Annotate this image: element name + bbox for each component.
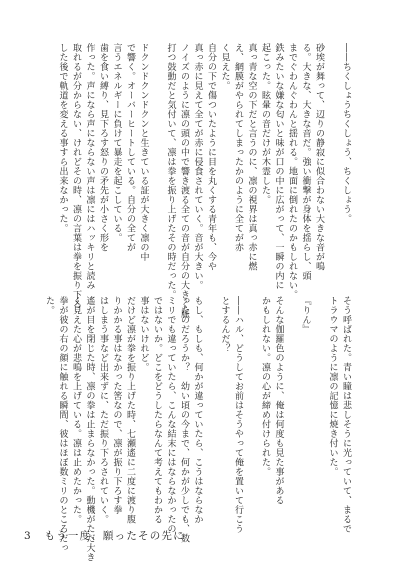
text-line: そんな伽羅色のように、俺は何度も見た事がある [273, 296, 284, 505]
text-line: 作った。声になら声にならない声は凛にはハッキリと読み [84, 43, 95, 290]
text-line: ミリでも違っていたら、こんな結末にはならなかったの [165, 296, 176, 534]
text-line: ノイズのように凛の頭の中で響き渡る全ての音が自分の大きく脈 [179, 43, 189, 319]
text-line: 砂埃が舞って、辺りの静寂に似合わない大きな音が鳴 [314, 43, 324, 271]
text-line: もし、もしも、何かが違っていたら、こうはならなか [192, 296, 203, 524]
text-line: 事はないけれど。 [138, 296, 149, 372]
text-line: 言うエネルギーに負けて暴走を起こしている。 [111, 43, 122, 243]
text-line: 歯を食い縛り、見下ろす怒りの矛先が小さく形を [98, 43, 108, 252]
text-line: かもしれない。凛の心が締め付けられた。 [260, 296, 270, 477]
text-line: そう呼ばれた。青い瞳は悲しそうに光っていて、まるで [341, 296, 351, 534]
text-line: した後で軌道を変える事すら出来なかった。 [57, 43, 68, 233]
text-line [285, 296, 299, 509]
text-line: 『りん』 [300, 296, 311, 334]
text-line: く見えた心が悲鳴を上げている。凛は止めたかった。 [71, 296, 81, 524]
text-line: はしまう事など出来ずに、ただ振り下ろされていく。 [98, 296, 108, 524]
book-title: もう一度、願ったその先に [44, 530, 185, 542]
text-line [312, 296, 326, 509]
text-line: 鉄みたいな嫌な匂いと味が口の中に広がって、一瞬の内に [273, 43, 284, 290]
text-line: 自分の下で傷ついたように目を丸くする青年も、今や [206, 43, 216, 271]
text-line: とするんだ？ [219, 296, 230, 353]
text-line [325, 43, 339, 258]
text-line [204, 296, 218, 509]
text-line [244, 296, 258, 509]
text-line: 遙が目を閉じた時、凛の拳は止まらなかった。動機がただ大き [84, 296, 95, 562]
page-number: 3 [24, 530, 32, 542]
text-line: ったのだろうか？ 幼い頃の今まで、何かが少しでも、数 [179, 296, 189, 543]
text-line: 真っ赤に見えて全てが赤に侵食されていく。音が大きい。 [192, 43, 203, 290]
text-line: までぐわんぐわんと揺れる。地面に倒れたのかもしれない。 [287, 43, 297, 300]
text-line: ドクンドクンドクンと生きている証が大きく凛の中 [138, 43, 149, 262]
text-line: る。大きな、大きな音だ。強い衝撃が身体を揺らし、頭 [300, 43, 311, 281]
text-line: え、網膜がやられてしまったかのように全てが赤 [233, 43, 243, 252]
text-line: トラウマのように凛の記憶に焼き付いた。 [327, 296, 338, 477]
text-line: く見えた。 [219, 43, 230, 91]
text-line: 真っ青な空の下だと言うのに、凛の視界は真っ赤に燃 [246, 43, 257, 271]
text-line: りかかる事はなかった筈なので、凛が振り下ろす拳 [111, 296, 122, 515]
text-line: 取れるが分からない、けれどその時、凛の言葉は拳を振り下ろ [71, 43, 81, 309]
text-line: 打つ鼓動だと気付いて、凛は拳を振り上げたその時だった。 [165, 43, 176, 300]
text-line: 拳が彼の右の顔に触れる瞬間、彼はほぼ数ミリのところだっ [57, 296, 68, 553]
text-line: ではないか。どこをどうしたらなんて考えてもわかる [152, 296, 162, 524]
text-line: ――ちくしょうちくしょう、ちくしょう。 [341, 43, 351, 224]
text-line: た。 [44, 296, 54, 315]
text-line: 起こった。眩暈の音だけが木霊した。 [260, 43, 270, 205]
text-line [150, 43, 164, 258]
text-line: ――ハル、どうしてお前はそうやって俺を置いて行こう [233, 296, 243, 534]
text-line: だけど凛が拳を振り上げた時、七瀬遙に二度に渡り腹 [125, 296, 135, 524]
text-line: で響く。オーバーヒートしている。自分の全てが [125, 43, 135, 252]
page-footer [24, 528, 185, 543]
